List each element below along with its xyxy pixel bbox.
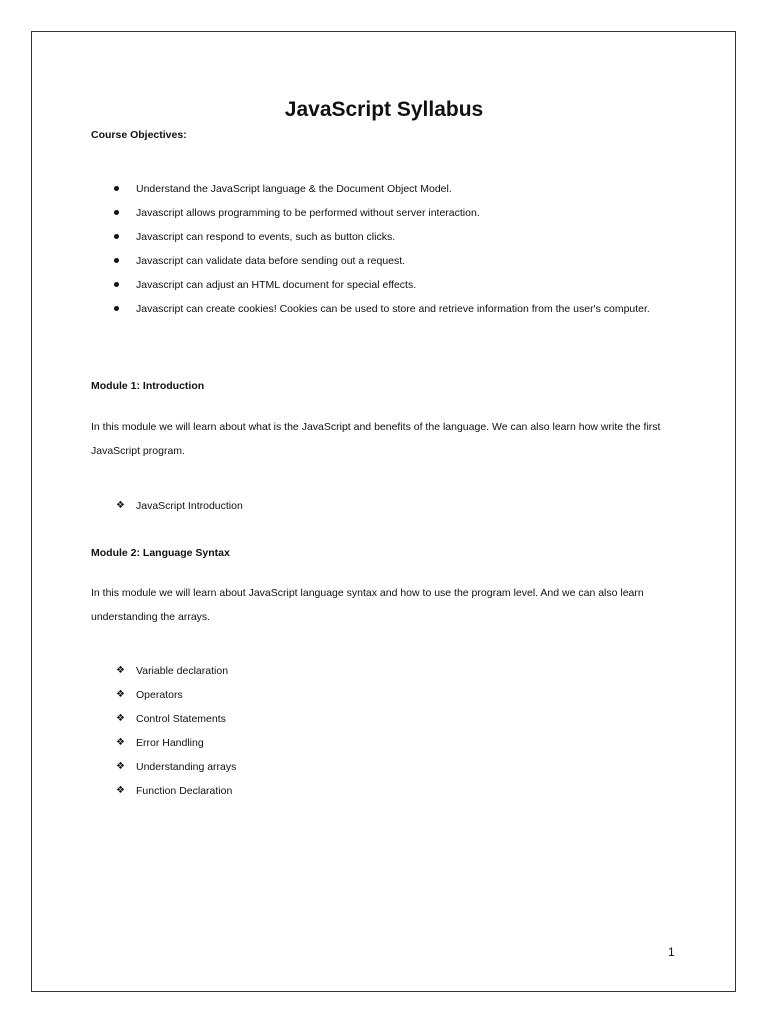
bullet-icon: [114, 258, 119, 263]
objective-item: [0, 249, 656, 273]
objective-item: [0, 177, 656, 201]
objectives-list: [0, 177, 656, 321]
objective-text: Javascript can adjust an HTML document for special effects.: [136, 279, 417, 291]
bullet-icon: [114, 306, 119, 311]
topic-item: [0, 494, 243, 518]
bullet-icon: [114, 210, 119, 215]
topic-text: Understanding arrays: [136, 761, 237, 773]
diamond-bullet-icon: ❖: [116, 665, 125, 676]
module-2-topics: [0, 659, 236, 803]
objective-item: [0, 297, 656, 321]
module-1-heading: Module 1: Introduction: [91, 380, 205, 392]
objective-text: Javascript can validate data before sending out a request.: [136, 255, 406, 267]
topic-text: Operators: [136, 689, 183, 701]
diamond-bullet-icon: ❖: [116, 737, 125, 748]
topic-text: JavaScript Introduction: [136, 500, 243, 512]
topic-item: [0, 659, 236, 683]
topic-item: [0, 707, 236, 731]
course-objectives-heading: Course Objectives:: [91, 129, 187, 141]
diamond-bullet-icon: ❖: [116, 713, 125, 724]
diamond-bullet-icon: ❖: [116, 785, 125, 796]
module-1-topics: [0, 494, 243, 518]
diamond-bullet-icon: ❖: [116, 500, 125, 511]
topic-text: Control Statements: [136, 713, 226, 725]
topic-text: Error Handling: [136, 737, 204, 749]
objective-item: [0, 225, 656, 249]
objective-item: [0, 273, 656, 297]
module-1-description: In this module we will learn about what is the JavaScript and benefits of the language. We can also learn how write the first JavaScript program.: [91, 421, 661, 457]
bullet-icon: [114, 282, 119, 287]
topic-text: Variable declaration: [136, 665, 229, 677]
topic-item: [0, 755, 236, 779]
document-title: JavaScript Syllabus: [284, 98, 484, 121]
module-2-description: In this module we will learn about JavaScript language syntax and how to use the program level. And we can also learn understanding the arrays.: [91, 587, 644, 623]
diamond-bullet-icon: ❖: [116, 761, 125, 772]
objective-text: Javascript allows programming to be performed without server interaction.: [136, 207, 480, 219]
objective-text: Javascript can create cookies! Cookies can be used to store and retrieve information from the user's computer.: [136, 303, 650, 315]
topic-item: [0, 779, 236, 803]
diamond-bullet-icon: ❖: [116, 689, 125, 700]
objective-text: Javascript can respond to events, such as button clicks.: [136, 231, 396, 243]
topic-item: [0, 731, 236, 755]
topic-text: Function Declaration: [136, 785, 233, 797]
bullet-icon: [114, 186, 119, 191]
page-number: 1: [668, 945, 675, 959]
objective-text: Understand the JavaScript language & the Document Object Model.: [136, 183, 452, 195]
module-2-heading: Module 2: Language Syntax: [91, 547, 230, 559]
topic-item: [0, 683, 236, 707]
bullet-icon: [114, 234, 119, 239]
objective-item: [0, 201, 656, 225]
